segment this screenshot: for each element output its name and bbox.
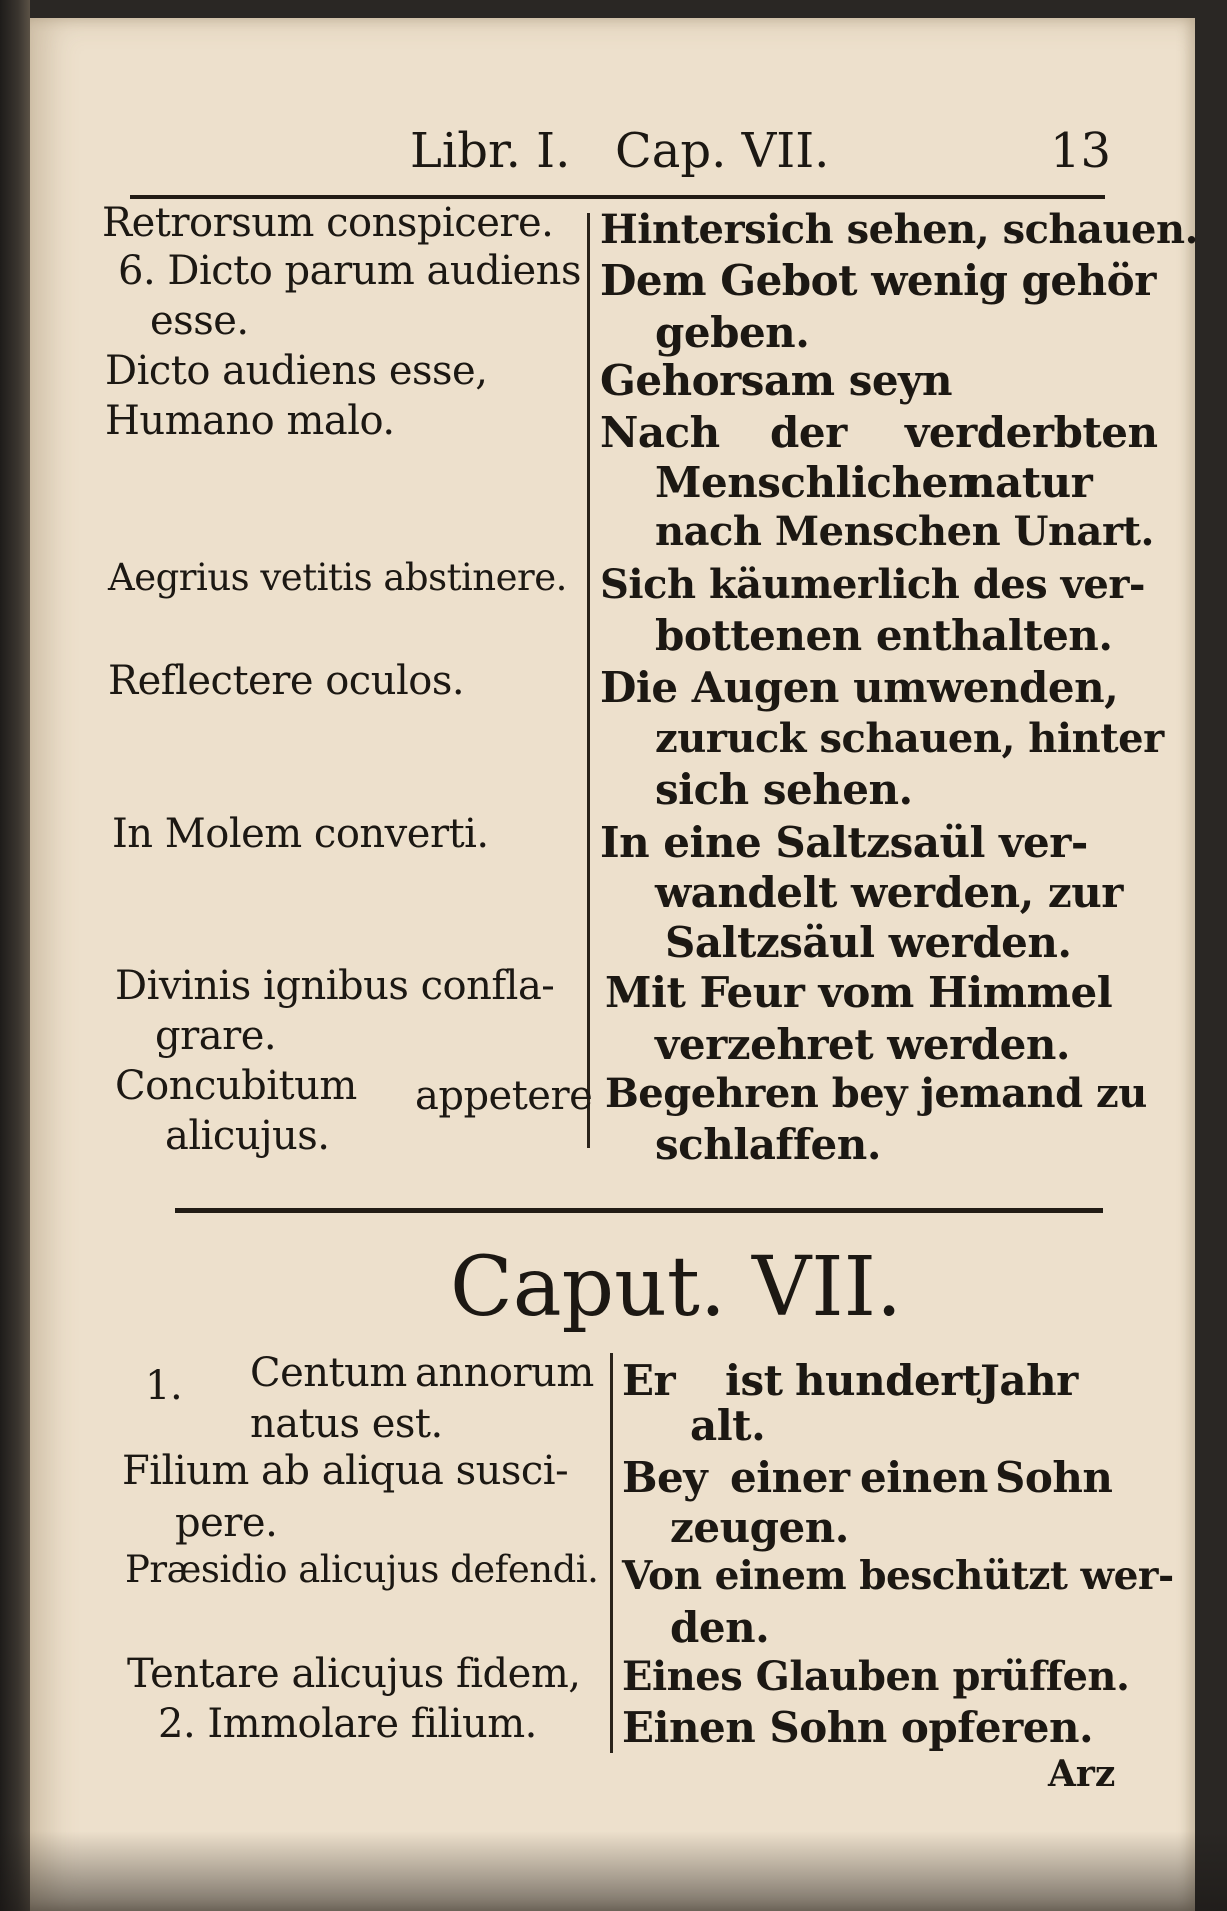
latin-entry: appetere: [415, 1073, 593, 1119]
german-entry: Saltzsäul werden.: [665, 918, 1072, 967]
latin-entry: grare.: [155, 1013, 277, 1059]
german-entry: In eine Saltzsaül ver-: [600, 818, 1088, 867]
book-page: [30, 18, 1198, 1911]
running-header: [410, 123, 1195, 183]
german-entry: zeugen.: [670, 1503, 849, 1552]
latin-entry: annorum: [415, 1350, 594, 1396]
german-entry: Sich käumerlich des ver-: [600, 561, 1145, 608]
chapter-title: Caput. VII.: [450, 1240, 903, 1335]
german-entry: Gehorsam seyn: [600, 356, 952, 405]
german-entry: einer: [730, 1453, 850, 1502]
latin-entry: alicujus.: [165, 1113, 330, 1159]
german-entry: Menschlichen: [655, 458, 978, 507]
german-entry: Bey: [622, 1453, 708, 1502]
section-rule: [175, 1208, 1103, 1213]
latin-entry: 6. Dicto parum audiens: [118, 248, 581, 294]
german-entry: schlaffen.: [655, 1120, 881, 1169]
german-entry: Eines Glauben prüffen.: [622, 1653, 1130, 1700]
german-entry: verderbten: [905, 408, 1158, 457]
page-number: 13: [1050, 123, 1112, 179]
german-entry: bottenen enthalten.: [655, 611, 1113, 660]
latin-entry: pere.: [175, 1500, 278, 1546]
german-entry: Jahr: [980, 1356, 1078, 1405]
german-entry: Er: [622, 1356, 676, 1405]
latin-entry: Humano malo.: [105, 398, 395, 444]
header-rule: [130, 195, 1105, 199]
header-book: Libr. I.: [410, 123, 571, 179]
catchword: Arz: [1048, 1753, 1116, 1795]
german-entry: sich sehen.: [655, 765, 913, 814]
latin-entry: Dicto audiens esse,: [105, 348, 488, 394]
german-entry: Dem Gebot wenig gehör: [600, 256, 1156, 305]
german-entry: Von einem beschützt wer-: [622, 1553, 1174, 1599]
latin-entry: natus est.: [250, 1401, 443, 1447]
german-entry: Mit Feur vom Himmel: [605, 968, 1113, 1017]
latin-entry: Divinis ignibus confla-: [115, 963, 555, 1009]
german-entry: ist: [725, 1356, 783, 1405]
latin-entry: In Molem converti.: [112, 811, 489, 857]
german-entry: geben.: [655, 308, 810, 357]
german-entry: Sohn: [995, 1453, 1113, 1502]
german-entry: zuruck schauen, hinter: [655, 715, 1164, 762]
column-divider: [587, 213, 590, 1148]
german-entry: Einen Sohn opferen.: [622, 1703, 1094, 1752]
german-entry: natur: [965, 458, 1093, 507]
german-entry: Begehren bey jemand zu: [605, 1070, 1147, 1117]
german-entry: nach Menschen Unart.: [655, 508, 1154, 555]
column-divider: [610, 1353, 613, 1753]
german-entry: Hintersich sehen, schauen.: [600, 206, 1198, 253]
german-entry: einen: [860, 1453, 988, 1502]
latin-entry: Centum: [250, 1350, 407, 1396]
german-entry: verzehret werden.: [655, 1020, 1070, 1069]
latin-entry: Aegrius vetitis abstinere.: [108, 556, 567, 599]
latin-entry: Tentare alicujus fidem,: [127, 1651, 581, 1697]
book-gutter: [0, 0, 30, 1911]
german-entry: wandelt werden, zur: [655, 868, 1123, 917]
header-chapter: Cap. VII.: [615, 123, 830, 179]
german-entry: alt.: [690, 1401, 766, 1450]
latin-entry: Concubitum: [115, 1063, 357, 1109]
latin-entry: Præsidio alicujus defendi.: [125, 1548, 599, 1591]
latin-entry: Retrorsum conspicere.: [102, 200, 554, 246]
latin-entry: esse.: [150, 298, 249, 344]
german-entry: der: [770, 408, 847, 457]
latin-entry: 1.: [145, 1363, 183, 1409]
latin-entry: Filium ab aliqua susci-: [122, 1448, 569, 1494]
german-entry: Nach: [600, 408, 720, 457]
latin-entry: 2. Immolare filium.: [158, 1701, 537, 1747]
german-entry: hundert: [795, 1356, 981, 1405]
latin-entry: Reflectere oculos.: [108, 658, 465, 704]
german-entry: Die Augen umwenden,: [600, 663, 1119, 712]
german-entry: den.: [670, 1603, 770, 1652]
